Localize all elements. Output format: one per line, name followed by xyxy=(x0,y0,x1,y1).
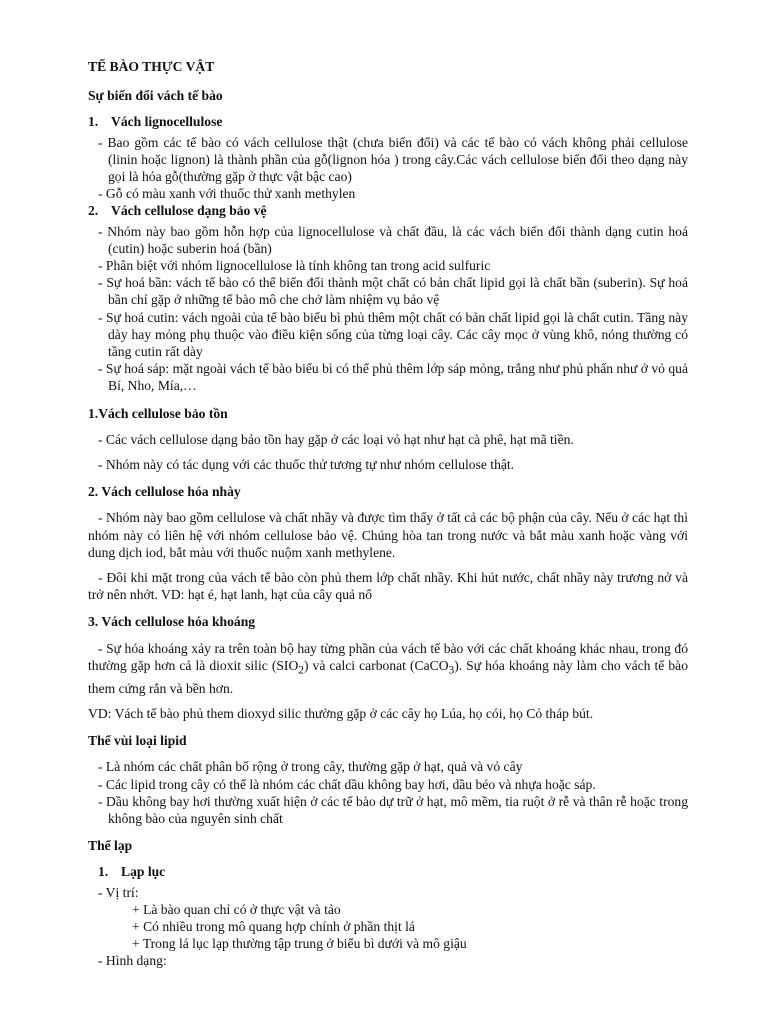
list-item: - Bao gồm các tế bào có vách cellulose thật (chưa biến đổi) và các tế bào có vách không phải cellulose (linin hoặc lignon) là thành phần của gỗ(lignon hóa ) trong cây.Các vách cellulose biến đổi theo dạng này gọi là hóa gỗ(thường gặp ở thực vật bậc cao) xyxy=(98,134,688,185)
section-heading-mineralized-cellulose: 3. Vách cellulose hóa khoáng xyxy=(88,614,256,630)
subsection-title: Vách lignocellulose xyxy=(111,114,223,130)
subsection-number: 1. xyxy=(98,864,109,880)
list-item: - Sự hoá cutin: vách ngoài của tế bào biểu bì phủ thêm một chất có bản chất lipid gọi là chất cutin. Tầng này dày hay mỏng phụ thuộc vào điều kiện sống của từng loại cây. Các cây mọc ở vùng khô, nóng thường có tầng cutin rất dày xyxy=(98,309,688,360)
subsection-heading-chloroplast xyxy=(98,863,688,880)
paragraph: - Nhóm này có tác dụng với các thuốc thử tương tự như nhóm cellulose thật. xyxy=(98,457,515,473)
list-item: - Gỗ có màu xanh với thuốc thử xanh methylen xyxy=(98,186,356,202)
section-heading-preserved-cellulose: 1.Vách cellulose bảo tồn xyxy=(88,405,228,421)
plus-item: + Có nhiều trong mô quang hợp chính ở phần thịt lá xyxy=(132,919,415,935)
paragraph: - Đôi khi mặt trong của vách tế bào còn phủ them lớp chất nhầy. Khi hút nước, chất nhầy này trương nở và trở nên nhớt. VD: hạt é, hạt lanh, hạt của cây quả nổ xyxy=(88,570,688,603)
text-run: ). Sự hóa khoáng này làm cho vách tế bào them cứng rắn và bền hơn. xyxy=(88,657,688,696)
subsection-title: Lạp lục xyxy=(121,864,166,880)
subsection-number: 1. xyxy=(88,114,99,130)
section-heading-lipid-inclusions: Thể vùi loại lipid xyxy=(88,733,187,749)
subsection-number: 2. xyxy=(88,203,99,219)
subsection-heading-protective-cellulose xyxy=(88,202,688,219)
section-heading-wall-modification: Sự biến đổi vách tế bào xyxy=(88,88,223,104)
document-title: TẾ BÀO THỰC VẬT xyxy=(88,59,215,74)
paragraph: - Các vách cellulose dạng bảo tồn hay gặp ở các loại vỏ hạt như hạt cà phê, hạt mã tiền. xyxy=(98,431,574,447)
list-item: - Sự hoá sáp: mặt ngoài vách tế bào biểu bì có thể phủ thêm lớp sáp mỏng, trắng như phủ phấn như ở vỏ quả Bí, Nho, Mía,… xyxy=(98,361,688,394)
subsection-heading-lignocellulose xyxy=(88,113,688,130)
text-run: - Sự hóa khoáng xảy ra trên toàn bộ hay từng phần của vách tế bào với các chất khoáng khác nhau, trong đó thường gặp hơn cả là dioxit silic (SIO xyxy=(88,640,688,673)
list-item: - Nhóm này bao gồm hỗn hợp của lignocellulose và chất đầu, là các vách biến đổi thành dạng cutin hoá (cutin) hoặc suberin hoá (bần) xyxy=(98,223,688,256)
plus-item: + Là bào quan chỉ có ở thực vật và tảo xyxy=(132,901,341,917)
subscript: 3 xyxy=(448,664,455,677)
plus-item: + Trong lá lục lạp thường tập trung ở biểu bì dưới và mô giậu xyxy=(132,936,467,952)
example-paragraph: VD: Vách tế bào phủ them dioxyd silic thường gặp ở các cây họ Lúa, họ cói, họ Cỏ tháp bút. xyxy=(88,706,594,722)
section-heading-mucilage-cellulose: 2. Vách cellulose hóa nhày xyxy=(88,484,241,500)
subscript: 2 xyxy=(298,664,304,677)
list-item-position: - Vị trí: xyxy=(98,884,139,900)
text-run: ) và calci carbonat (CaCO xyxy=(303,657,449,673)
subsection-title: Vách cellulose dạng bảo vệ xyxy=(111,203,267,219)
list-item-shape: - Hình dạng: xyxy=(98,953,167,969)
list-item: - Các lipid trong cây có thể là nhóm các chất dầu không bay hơi, dầu béo và nhựa hoặc sáp. xyxy=(98,776,596,792)
section-heading-plastids: Thể lạp xyxy=(88,838,133,854)
list-item: - Phân biệt với nhóm lignocellulose là tính không tan trong acid sulfuric xyxy=(98,258,491,274)
list-item: - Là nhóm các chất phân bố rộng ở trong cây, thường gặp ở hạt, quả và vỏ cây xyxy=(98,759,523,775)
list-item: - Sự hoá bần: vách tế bào có thể biến đổi thành một chất có bản chất lipid gọi là chất bần (suberin). Sự hoá bần chỉ gặp ở những tế bào mô che chở làm nhiệm vụ bảo vệ xyxy=(98,275,688,308)
paragraph-mineralization xyxy=(88,640,688,697)
paragraph: - Nhóm này bao gồm cellulose và chất nhầy và được tìm thấy ở tất cả các bộ phận của cây. Nếu ở các hạt thì nhóm này có liên hệ với nhóm cellulose bảo vệ. Chúng hòa tan trong nước và bắt màu xanh hoặc vàng với dung dịch iod, bắt màu với thuốc nuộm xanh methylene. xyxy=(88,510,688,560)
list-item: - Dầu không bay hơi thường xuất hiện ở các tế bào dự trữ ở hạt, mô mềm, tia ruột ở rễ và thân rễ hoặc trong không bào của nguyên sinh chất xyxy=(98,793,688,827)
